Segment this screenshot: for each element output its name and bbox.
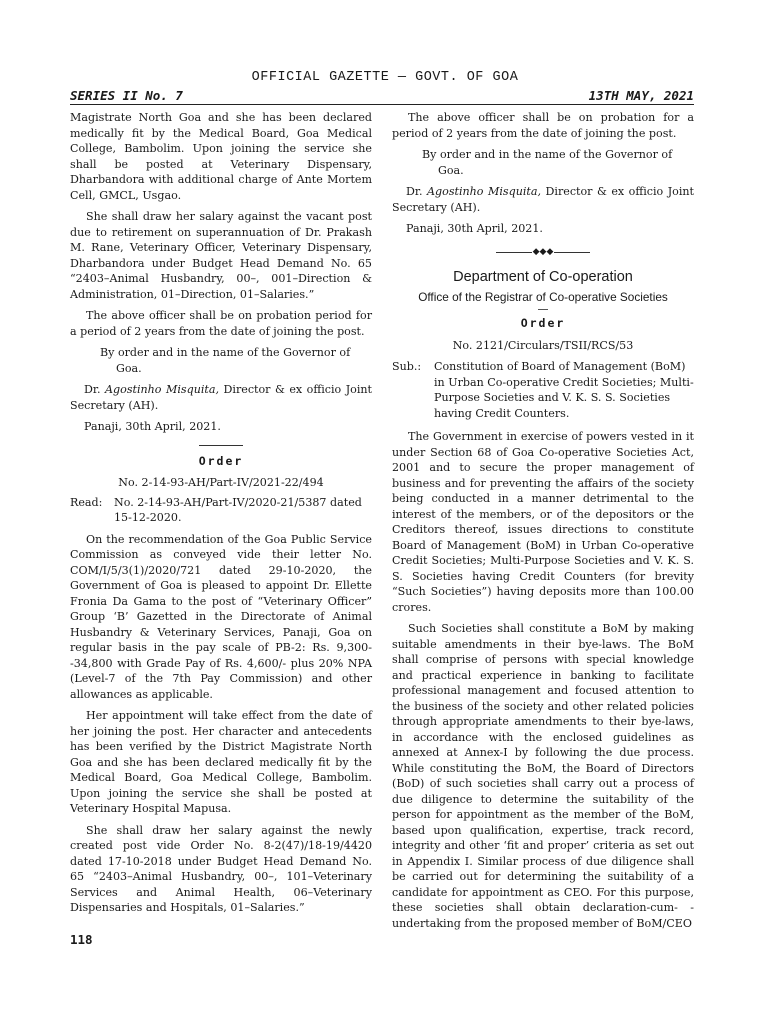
by-order-text-cont: Goa. bbox=[116, 361, 142, 375]
diamond-separator bbox=[392, 245, 694, 261]
separator-dash bbox=[496, 252, 532, 253]
by-order-text: By order and in the name of the Governor of bbox=[100, 346, 351, 359]
paragraph: The above officer shall be on probation for a period of 2 years from the date of joining the post. bbox=[392, 111, 694, 140]
signatory-title: Director & ex officio Joint Secretary (AH). bbox=[70, 383, 373, 412]
read-text: No. 2-14-93-AH/Part-IV/2020-21/5387 dated 15-12-2020. bbox=[114, 495, 362, 524]
department-subtitle: Office of the Registrar of Co-operative Societies bbox=[418, 289, 668, 304]
diamond-icon: ◆◆◆ bbox=[532, 246, 554, 257]
paragraph: Her appointment will take effect from the date of her joining the post. Her character and antecedents has been verified by the District Magistrate North Goa and she has been declared medically fit by the Medical Board, Goa Medical College, Bambolim. Upon joining the service she shall be posted at Veterinary Hospital Mapusa. bbox=[70, 709, 372, 815]
place-date: Panaji, 30th April, 2021. bbox=[84, 420, 221, 433]
by-order-text-cont: Goa. bbox=[438, 163, 464, 177]
subject-line bbox=[392, 359, 694, 421]
signatory-title: Director & ex officio Joint Secretary (AH). bbox=[392, 185, 695, 214]
signatory-prefix: Dr. bbox=[406, 185, 423, 198]
left-column bbox=[70, 110, 372, 922]
issue-date: 13TH MAY, 2021 bbox=[588, 88, 694, 103]
section-rule bbox=[538, 309, 548, 310]
subject-text: Constitution of Board of Management (BoM) in Urban Co-operative Credit Societies; Multi-Purpose Societies and V. K. S. S. Societies having Credit Counters. bbox=[434, 360, 694, 420]
paragraph: Magistrate North Goa and she has been declared medically fit by the Medical Board, Goa Medical College, Bambolim. Upon joining the service she shall be posted at Veterinary Dispensary, Dharbandora with additional charge of Ante Mortem Cell, GMCL, Usgao. bbox=[70, 111, 372, 202]
subject-label: Sub.: bbox=[392, 360, 422, 373]
order-number: No. 2121/Circulars/TSII/RCS/53 bbox=[452, 338, 634, 352]
by-order-line bbox=[70, 345, 372, 376]
series-number: SERIES II No. 7 bbox=[70, 88, 183, 103]
signatory-name: Agostinho Misquita, bbox=[105, 383, 219, 396]
signatory bbox=[70, 382, 372, 413]
paragraph: She shall draw her salary against the newly created post vide Order No. 8-2(47)/18-19/4420 dated 17-10-2018 under Budget Head Demand No. 65 “2403–Animal Husbandry, 00–, 101–Veterinary Services and Animal Health, 06–Veterinary Dispensaries and Hospitals, 01–Salaries.” bbox=[70, 823, 372, 914]
right-column bbox=[392, 110, 694, 937]
paragraph: The above officer shall be on probation period for a period of 2 years from the date of joining the post. bbox=[70, 309, 372, 338]
signatory-name: Agostinho Misquita, bbox=[427, 185, 541, 198]
order-heading: Order bbox=[198, 453, 244, 468]
paragraph: She shall draw her salary against the vacant post due to retirement on superannuation of Dr. Prakash M. Rane, Veterinary Officer, Veterinary Dispensary, Dharbandora under Budget Head Demand No. 65 “2403–Animal Husbandry, 00–, 001–Direction & Administration, 01–Direction, 01–Salaries.” bbox=[70, 210, 372, 301]
order-heading: Order bbox=[520, 316, 566, 330]
separator-dash bbox=[554, 252, 590, 253]
by-order-line bbox=[392, 147, 694, 178]
read-label: Read: bbox=[70, 495, 103, 509]
signatory bbox=[392, 184, 694, 215]
by-order-text: By order and in the name of the Governor of bbox=[422, 148, 673, 161]
header-rule bbox=[70, 104, 694, 105]
gazette-title: OFFICIAL GAZETTE — GOVT. OF GOA bbox=[251, 70, 519, 85]
page-number: 118 bbox=[70, 932, 93, 947]
department-title: Department of Co-operation bbox=[453, 269, 633, 285]
paragraph: Such Societies shall constitute a BoM by making suitable amendments in their bye-laws. The BoM shall comprise of persons with special knowledge and practical experience in banking to facilitate professional management and focused attention to the business of the society and other related policies through appropriate amendments to their bye-laws, in accordance with the enclosed guidelines as annexed at Annex-I by following the due process. While constituting the BoM, the Board of Directors (BoD) of such societies shall carry out a process of due diligence to determine the suitability of the person for appointment as the member of the BoM, based upon qualification, expertise, track record, integrity and other ‘fit and proper’ criteria as set out in Appendix I. Similar process of due diligence shall be carried out for determining the suitability of a candidate for appointment as CEO. For this purpose, these societies shall obtain declaration-cum- -undertaking from the proposed member of BoM/CEO bbox=[392, 622, 694, 930]
read-reference bbox=[70, 495, 372, 526]
paragraph: The Government in exercise of powers vested in it under Section 68 of Goa Co-operative Societies Act, 2001 and to secure the proper management of business and for preventing the affairs of the society being conducted in a manner detrimental to the interest of the members, or of the depositors or the Creditors thereof, issues directions to constitute Board of Management (BoM) in Urban Co-operative Credit Societies; Multi-Purpose Societies and V. K. S. S. Societies having Credit Counters (for brevity “Such Societies”) having deposits more than 100.00 crores. bbox=[392, 430, 694, 614]
paragraph: On the recommendation of the Goa Public Service Commission as conveyed vide their letter No. COM/I/5/3(1)/2020/721 dated 29-10-2020, the Government of Goa is pleased to appoint Dr. Ellette Fronia Da Gama to the post of “Veterinary Officer” Group ‘B’ Gazetted in the Directorate of Animal Husbandry & Veterinary Services, Panaji, Goa on regular basis in the pay scale of PB-2: Rs. 9,300- -34,800 with Grade Pay of Rs. 4,600/- plus 20% NPA (Level-7 of the 7th Pay Commission) and other allowances as applicable. bbox=[70, 532, 372, 701]
order-number: No. 2-14-93-AH/Part-IV/2021-22/494 bbox=[118, 476, 324, 489]
signatory-prefix: Dr. bbox=[84, 383, 101, 396]
place-date: Panaji, 30th April, 2021. bbox=[406, 222, 543, 235]
section-rule bbox=[199, 445, 243, 446]
